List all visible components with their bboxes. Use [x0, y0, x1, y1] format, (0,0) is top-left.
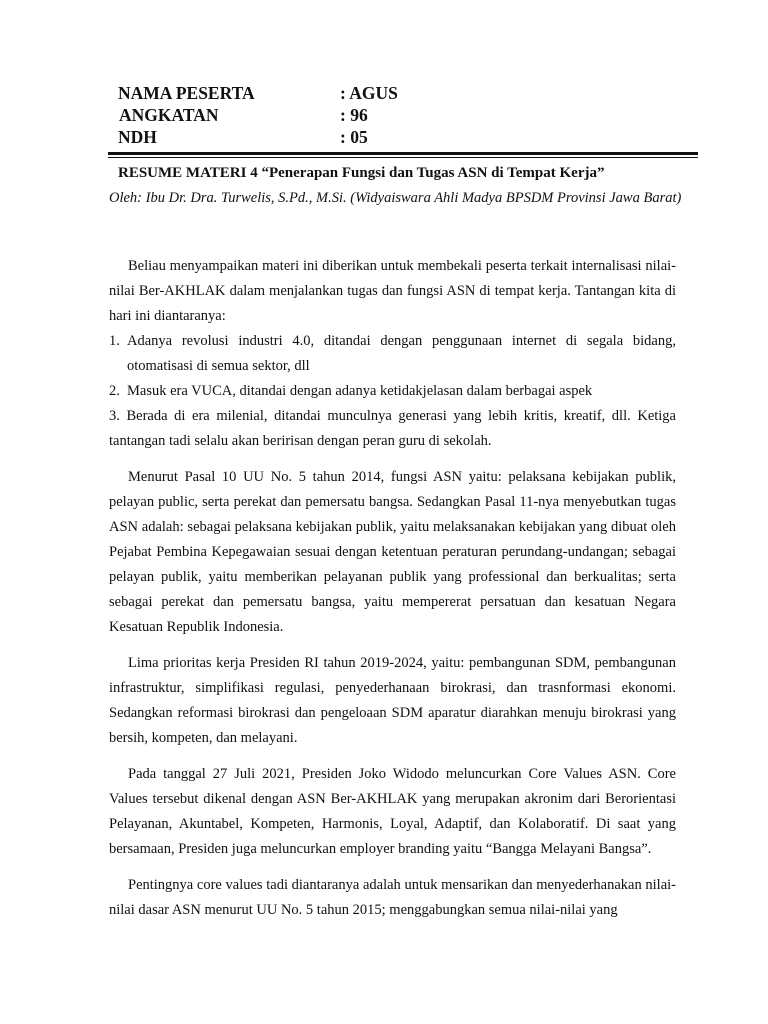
list-item-text: Berada di era milenial, ditandai munculnya generasi yang lebih kritis, kreatif, dll. Ketiga tantangan tadi selalu akan beririsan dengan peran guru di sekolah.	[109, 408, 676, 449]
ndh-row	[118, 126, 398, 148]
batch-value: : 96	[340, 105, 368, 125]
body-paragraph: Menurut Pasal 10 UU No. 5 tahun 2014, fungsi ASN yaitu: pelaksana kebijakan publik, pelayan public, serta perekat dan pemersatu bangsa. Sedangkan Pasal 11-nya menyebutkan tugas ASN adalah: sebagai pelaksana kebijakan publik, yaitu melaksanakan kebijakan yang dibuat oleh Pejabat Pembina Kepegawaian sesuai dengan ketentuan peraturan perundang-undangan; sebagai pelayan publik, yaitu memberikan pelayanan publik yang professional dan berkualitas; serta sebagai perekat dan pemersatu bangsa, yaitu mempererat persatuan dan kesatuan Negara Kesatuan Republik Indonesia.	[109, 469, 676, 635]
header-divider-thin	[108, 157, 698, 158]
ndh-label: NDH	[118, 127, 157, 147]
body-paragraph: Pentingnya core values tadi diantaranya adalah untuk mensarikan dan menyederhanakan nilai-nilai dasar ASN menurut UU No. 5 tahun 2015; menggabungkan semua nilai-nilai yang	[109, 877, 676, 918]
body-paragraph: Lima prioritas kerja Presiden RI tahun 2019-2024, yaitu: pembangunan SDM, pembangunan infrastruktur, simplifikasi regulasi, penyederhanaan birokrasi, dan trasnformasi ekonomi. Sedangkan reformasi birokrasi dan pengeloaan SDM aparatur diarahkan menuju birokrasi yang bersih, kompeten, dan melayani.	[109, 655, 676, 746]
list-item-number: 1.	[109, 333, 120, 349]
ndh-value: : 05	[340, 127, 368, 147]
list-item-text: Adanya revolusi industri 4.0, ditandai dengan penggunaan internet di segala bidang, otomatisasi di semua sektor, dll	[127, 333, 676, 374]
document-title: RESUME MATERI 4 “Penerapan Fungsi dan Tugas ASN di Tempat Kerja”	[118, 165, 605, 181]
challenges-list	[109, 329, 676, 454]
body-paragraph: Pada tanggal 27 Juli 2021, Presiden Joko Widodo meluncurkan Core Values ASN. Core Values tersebut dikenal dengan ASN Ber-AKHLAK yang merupakan akronim dari Berorientasi Pelayanan, Akuntabel, Kompeten, Harmonis, Loyal, Adaptif, dan Kolaboratif. Di saat yang bersamaan, Presiden juga meluncurkan employer branding yaitu “Bangga Melayani Bangsa”.	[109, 766, 676, 857]
author-line: Oleh: Ibu Dr. Dra. Turwelis, S.Pd., M.Si. (Widyaiswara Ahli Madya BPSDM Provinsi Jawa Barat)	[109, 190, 682, 206]
participant-name-row	[118, 82, 398, 104]
list-item	[109, 379, 676, 404]
list-item-text: Masuk era VUCA, ditandai dengan adanya ketidakjelasan dalam berbagai aspek	[127, 383, 593, 399]
batch-label: ANGKATAN	[119, 105, 219, 125]
list-item	[109, 329, 676, 379]
participant-name-value: : AGUS	[340, 83, 398, 103]
list-item	[109, 404, 676, 454]
list-item-number: 3.	[109, 408, 120, 424]
header-divider-thick	[108, 152, 698, 155]
participant-name-label: NAMA PESERTA	[118, 83, 255, 103]
intro-paragraph: Beliau menyampaikan materi ini diberikan untuk membekali peserta terkait internalisasi nilai-nilai Ber-AKHLAK dalam menjalankan tugas dan fungsi ASN di tempat kerja. Tantangan kita di hari ini diantaranya:	[109, 258, 676, 324]
list-item-number: 2.	[109, 383, 120, 399]
participant-info	[118, 82, 398, 148]
document-body	[109, 254, 676, 934]
batch-row	[118, 104, 398, 126]
